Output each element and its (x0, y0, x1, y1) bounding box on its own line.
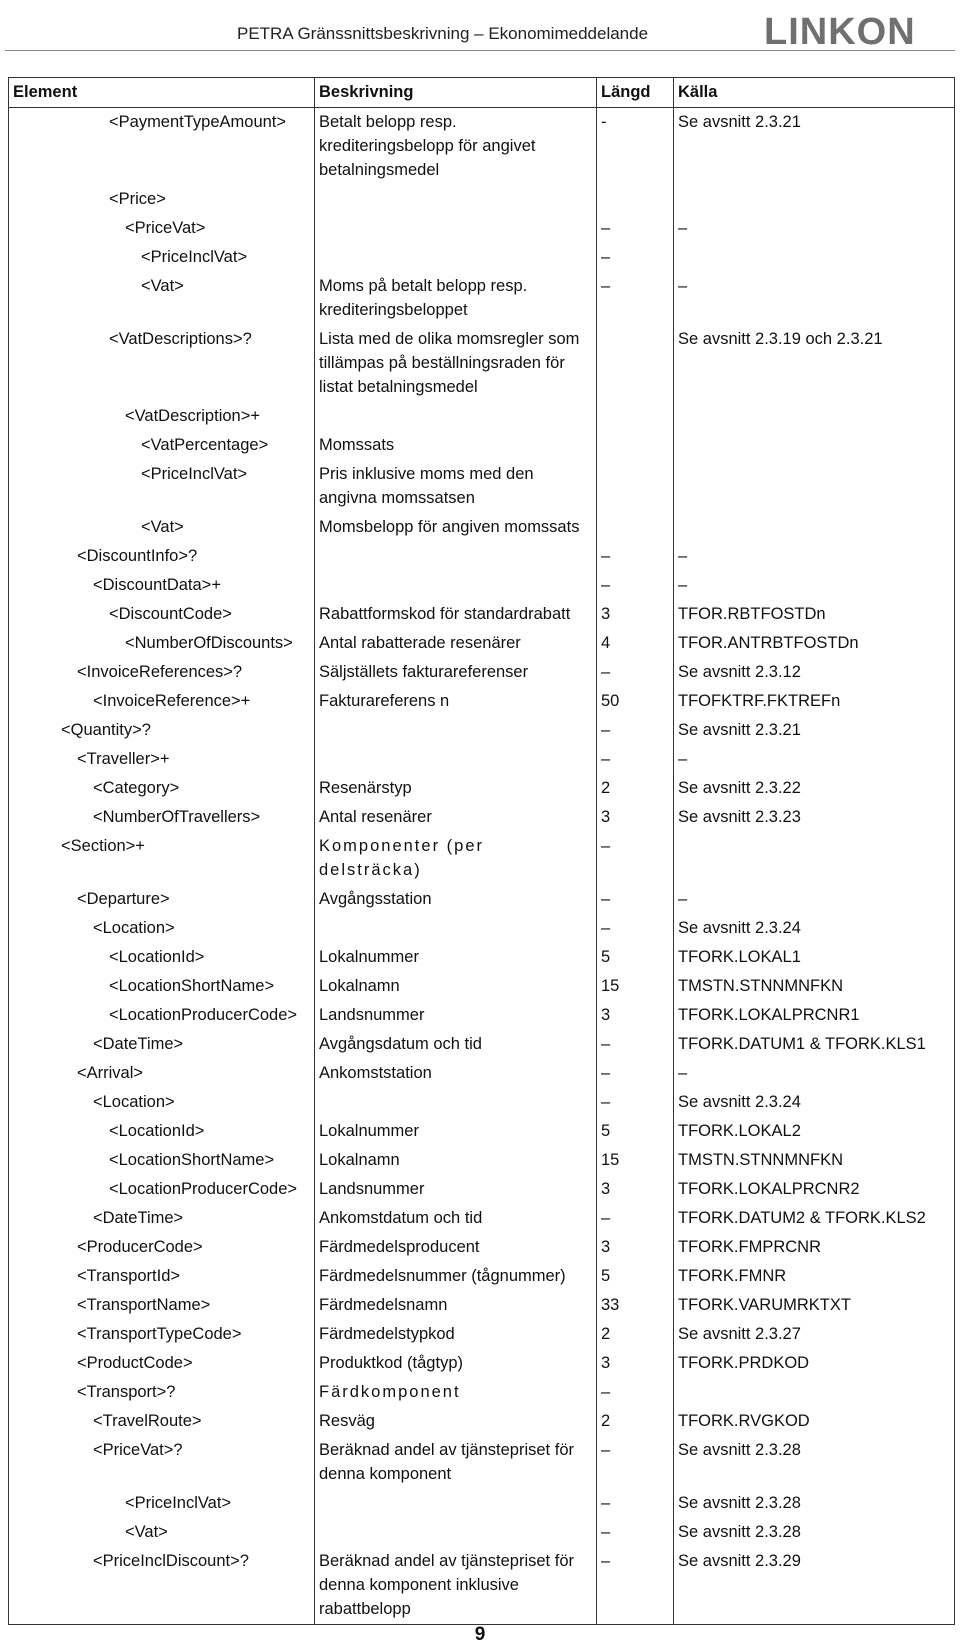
element-cell: <VatDescriptions>? (9, 325, 315, 402)
description-cell (315, 1088, 597, 1117)
description-cell: Lokalnummer (315, 943, 597, 972)
source-cell: TFOFKTRF.FKTREFn (674, 687, 955, 716)
description-cell (315, 402, 597, 431)
table-row (9, 1407, 955, 1436)
element-cell: <PaymentTypeAmount> (9, 108, 315, 186)
table-row (9, 943, 955, 972)
length-cell: – (597, 1378, 674, 1407)
source-cell: – (674, 745, 955, 774)
table-row (9, 658, 955, 687)
source-cell: TFORK.LOKALPRCNR1 (674, 1001, 955, 1030)
length-cell: – (597, 1547, 674, 1625)
element-cell: <Price> (9, 185, 315, 214)
table-row (9, 460, 955, 513)
table-row (9, 832, 955, 885)
source-cell: Se avsnitt 2.3.28 (674, 1489, 955, 1518)
element-cell: <Quantity>? (9, 716, 315, 745)
description-cell (315, 542, 597, 571)
description-cell (315, 1518, 597, 1547)
element-cell: <DateTime> (9, 1030, 315, 1059)
source-cell: TFORK.FMNR (674, 1262, 955, 1291)
source-cell: – (674, 542, 955, 571)
table-row (9, 1146, 955, 1175)
length-cell (597, 185, 674, 214)
table-row (9, 1320, 955, 1349)
element-cell: <Vat> (9, 272, 315, 325)
table-row (9, 914, 955, 943)
table-row (9, 774, 955, 803)
description-cell: Avgångsdatum och tid (315, 1030, 597, 1059)
description-cell: Moms på betalt belopp resp. krediteringsbeloppet (315, 272, 597, 325)
spec-table (8, 77, 955, 1625)
length-cell: 3 (597, 1175, 674, 1204)
element-cell: <Transport>? (9, 1378, 315, 1407)
source-cell: Se avsnitt 2.3.22 (674, 774, 955, 803)
length-cell: – (597, 716, 674, 745)
table-row (9, 1117, 955, 1146)
source-cell: TFORK.VARUMRKTXT (674, 1291, 955, 1320)
column-header-source: Källa (674, 78, 955, 108)
length-cell: 3 (597, 1001, 674, 1030)
description-cell: Lokalnamn (315, 1146, 597, 1175)
table-row (9, 1489, 955, 1518)
linkon-logo (764, 10, 940, 50)
table-row (9, 185, 955, 214)
element-cell: <VatPercentage> (9, 431, 315, 460)
length-cell: 4 (597, 629, 674, 658)
table-row (9, 1204, 955, 1233)
length-cell: – (597, 272, 674, 325)
element-cell: <DiscountCode> (9, 600, 315, 629)
description-cell: Beräknad andel av tjänstepriset för denna komponent (315, 1436, 597, 1489)
table-row (9, 1059, 955, 1088)
table-row (9, 629, 955, 658)
element-cell: <LocationProducerCode> (9, 1001, 315, 1030)
table-row (9, 716, 955, 745)
source-cell: TMSTN.STNNMNFKN (674, 1146, 955, 1175)
element-cell: <PriceInclVat> (9, 1489, 315, 1518)
element-cell: <LocationId> (9, 943, 315, 972)
table-row (9, 402, 955, 431)
length-cell: – (597, 832, 674, 885)
description-cell: Färdmedelsnamn (315, 1291, 597, 1320)
description-cell (315, 914, 597, 943)
source-cell (674, 431, 955, 460)
source-cell: – (674, 885, 955, 914)
length-cell: 3 (597, 803, 674, 832)
length-cell: – (597, 1030, 674, 1059)
description-cell: Färdkomponent (315, 1378, 597, 1407)
description-cell: Beräknad andel av tjänstepriset för denna komponent inklusive rabattbelopp (315, 1547, 597, 1625)
length-cell: – (597, 1518, 674, 1547)
length-cell: – (597, 1059, 674, 1088)
length-cell: – (597, 658, 674, 687)
element-cell: <DiscountInfo>? (9, 542, 315, 571)
description-cell (315, 1489, 597, 1518)
element-cell: <VatDescription>+ (9, 402, 315, 431)
source-cell: Se avsnitt 2.3.28 (674, 1436, 955, 1489)
source-cell (674, 185, 955, 214)
length-cell (597, 325, 674, 402)
source-cell: – (674, 214, 955, 243)
description-cell: Produktkod (tågtyp) (315, 1349, 597, 1378)
element-cell: <InvoiceReferences>? (9, 658, 315, 687)
source-cell: Se avsnitt 2.3.21 (674, 716, 955, 745)
source-cell: Se avsnitt 2.3.27 (674, 1320, 955, 1349)
length-cell: 15 (597, 972, 674, 1001)
source-cell: TFORK.DATUM2 & TFORK.KLS2 (674, 1204, 955, 1233)
table-row (9, 1518, 955, 1547)
description-cell: Ankomststation (315, 1059, 597, 1088)
element-cell: <Vat> (9, 513, 315, 542)
table-row (9, 745, 955, 774)
table-row (9, 803, 955, 832)
description-cell: Antal rabatterade resenärer (315, 629, 597, 658)
source-cell: TFORK.FMPRCNR (674, 1233, 955, 1262)
source-cell: TFORK.LOKAL1 (674, 943, 955, 972)
table-row (9, 272, 955, 325)
table-row (9, 513, 955, 542)
table-row (9, 1262, 955, 1291)
length-cell: 2 (597, 1320, 674, 1349)
table-row (9, 1349, 955, 1378)
description-cell: Lokalnamn (315, 972, 597, 1001)
element-cell: <LocationShortName> (9, 1146, 315, 1175)
table-row (9, 431, 955, 460)
column-header-element: Element (9, 78, 315, 108)
table-row (9, 1001, 955, 1030)
element-cell: <PriceInclVat> (9, 460, 315, 513)
description-cell (315, 745, 597, 774)
description-cell: Färdmedelstypkod (315, 1320, 597, 1349)
source-cell (674, 460, 955, 513)
length-cell: 2 (597, 774, 674, 803)
table-row (9, 885, 955, 914)
length-cell: 15 (597, 1146, 674, 1175)
description-cell: Färdmedelsproducent (315, 1233, 597, 1262)
element-cell: <LocationId> (9, 1117, 315, 1146)
element-cell: <PriceVat>? (9, 1436, 315, 1489)
source-cell: Se avsnitt 2.3.28 (674, 1518, 955, 1547)
length-cell: – (597, 1088, 674, 1117)
source-cell: – (674, 1059, 955, 1088)
source-cell: TFOR.ANTRBTFOSTDn (674, 629, 955, 658)
element-cell: <TransportId> (9, 1262, 315, 1291)
logo-text: LINKON (764, 11, 916, 50)
length-cell (597, 402, 674, 431)
element-cell: <TravelRoute> (9, 1407, 315, 1436)
source-cell (674, 832, 955, 885)
length-cell: – (597, 914, 674, 943)
source-cell: TFOR.RBTFOSTDn (674, 600, 955, 629)
column-header-length: Längd (597, 78, 674, 108)
length-cell: – (597, 1489, 674, 1518)
source-cell: Se avsnitt 2.3.24 (674, 914, 955, 943)
description-cell (315, 571, 597, 600)
table-row (9, 325, 955, 402)
length-cell: – (597, 214, 674, 243)
source-cell: Se avsnitt 2.3.19 och 2.3.21 (674, 325, 955, 402)
description-cell: Landsnummer (315, 1001, 597, 1030)
element-cell: <PriceVat> (9, 214, 315, 243)
element-cell: <NumberOfDiscounts> (9, 629, 315, 658)
header-divider (5, 50, 955, 51)
table-row (9, 243, 955, 272)
table-row (9, 1436, 955, 1489)
description-cell: Säljställets fakturareferenser (315, 658, 597, 687)
table-row (9, 1291, 955, 1320)
length-cell: 5 (597, 943, 674, 972)
table-row (9, 571, 955, 600)
description-cell: Momsbelopp för angiven momssats (315, 513, 597, 542)
element-cell: <PriceInclVat> (9, 243, 315, 272)
length-cell: – (597, 745, 674, 774)
source-cell: TMSTN.STNNMNFKN (674, 972, 955, 1001)
element-cell: <DiscountData>+ (9, 571, 315, 600)
description-cell (315, 185, 597, 214)
length-cell (597, 513, 674, 542)
element-cell: <DateTime> (9, 1204, 315, 1233)
table-row (9, 1175, 955, 1204)
source-cell (674, 1378, 955, 1407)
table-header-row (9, 78, 955, 108)
source-cell: TFORK.PRDKOD (674, 1349, 955, 1378)
element-cell: <Arrival> (9, 1059, 315, 1088)
description-cell: Avgångsstation (315, 885, 597, 914)
length-cell: 5 (597, 1117, 674, 1146)
table-row (9, 1233, 955, 1262)
element-cell: <Vat> (9, 1518, 315, 1547)
source-cell (674, 513, 955, 542)
length-cell: 33 (597, 1291, 674, 1320)
source-cell: TFORK.LOKALPRCNR2 (674, 1175, 955, 1204)
table-body (9, 108, 955, 1625)
description-cell (315, 243, 597, 272)
element-cell: <Departure> (9, 885, 315, 914)
element-cell: <InvoiceReference>+ (9, 687, 315, 716)
element-cell: <PriceInclDiscount>? (9, 1547, 315, 1625)
column-header-description: Beskrivning (315, 78, 597, 108)
table-row (9, 1030, 955, 1059)
element-cell: <Category> (9, 774, 315, 803)
element-cell: <ProductCode> (9, 1349, 315, 1378)
length-cell (597, 431, 674, 460)
description-cell (315, 716, 597, 745)
length-cell (597, 460, 674, 513)
length-cell: 5 (597, 1262, 674, 1291)
length-cell: - (597, 108, 674, 186)
length-cell: – (597, 571, 674, 600)
length-cell: – (597, 542, 674, 571)
description-cell: Fakturareferens n (315, 687, 597, 716)
source-cell: TFORK.RVGKOD (674, 1407, 955, 1436)
length-cell: – (597, 885, 674, 914)
description-cell (315, 214, 597, 243)
length-cell: – (597, 243, 674, 272)
source-cell: Se avsnitt 2.3.12 (674, 658, 955, 687)
length-cell: 3 (597, 1349, 674, 1378)
element-cell: <Section>+ (9, 832, 315, 885)
source-cell: Se avsnitt 2.3.23 (674, 803, 955, 832)
description-cell: Pris inklusive moms med den angivna momssatsen (315, 460, 597, 513)
description-cell: Antal resenärer (315, 803, 597, 832)
description-cell: Momssats (315, 431, 597, 460)
table-row (9, 542, 955, 571)
table-row (9, 108, 955, 186)
element-cell: <Traveller>+ (9, 745, 315, 774)
element-cell: <Location> (9, 1088, 315, 1117)
element-cell: <ProducerCode> (9, 1233, 315, 1262)
element-cell: <NumberOfTravellers> (9, 803, 315, 832)
table-row (9, 687, 955, 716)
element-cell: <LocationProducerCode> (9, 1175, 315, 1204)
page-number: 9 (474, 1624, 486, 1645)
length-cell: 2 (597, 1407, 674, 1436)
element-cell: <Location> (9, 914, 315, 943)
source-cell: Se avsnitt 2.3.29 (674, 1547, 955, 1625)
length-cell: – (597, 1204, 674, 1233)
description-cell: Landsnummer (315, 1175, 597, 1204)
source-cell: TFORK.LOKAL2 (674, 1117, 955, 1146)
table-row (9, 1378, 955, 1407)
document-title: PETRA Gränssnittsbeskrivning – Ekonomimeddelande (237, 24, 649, 43)
element-cell: <TransportTypeCode> (9, 1320, 315, 1349)
element-cell: <TransportName> (9, 1291, 315, 1320)
description-cell: Rabattformskod för standardrabatt (315, 600, 597, 629)
source-cell: – (674, 272, 955, 325)
length-cell: 3 (597, 600, 674, 629)
description-cell: Ankomstdatum och tid (315, 1204, 597, 1233)
description-cell: Lista med de olika momsregler som tillämpas på beställningsraden för listat betalningsmedel (315, 325, 597, 402)
length-cell: 3 (597, 1233, 674, 1262)
source-cell (674, 402, 955, 431)
source-cell: Se avsnitt 2.3.21 (674, 108, 955, 186)
description-cell: Resenärstyp (315, 774, 597, 803)
description-cell: Komponenter (per delsträcka) (315, 832, 597, 885)
table-row (9, 214, 955, 243)
table-row (9, 1088, 955, 1117)
description-cell: Lokalnummer (315, 1117, 597, 1146)
length-cell: 50 (597, 687, 674, 716)
description-cell: Resväg (315, 1407, 597, 1436)
length-cell: – (597, 1436, 674, 1489)
table-row (9, 600, 955, 629)
table-row (9, 1547, 955, 1625)
element-cell: <LocationShortName> (9, 972, 315, 1001)
source-cell: – (674, 571, 955, 600)
source-cell: TFORK.DATUM1 & TFORK.KLS1 (674, 1030, 955, 1059)
table-row (9, 972, 955, 1001)
description-cell: Betalt belopp resp. krediteringsbelopp för angivet betalningsmedel (315, 108, 597, 186)
source-cell: Se avsnitt 2.3.24 (674, 1088, 955, 1117)
description-cell: Färdmedelsnummer (tågnummer) (315, 1262, 597, 1291)
source-cell (674, 243, 955, 272)
